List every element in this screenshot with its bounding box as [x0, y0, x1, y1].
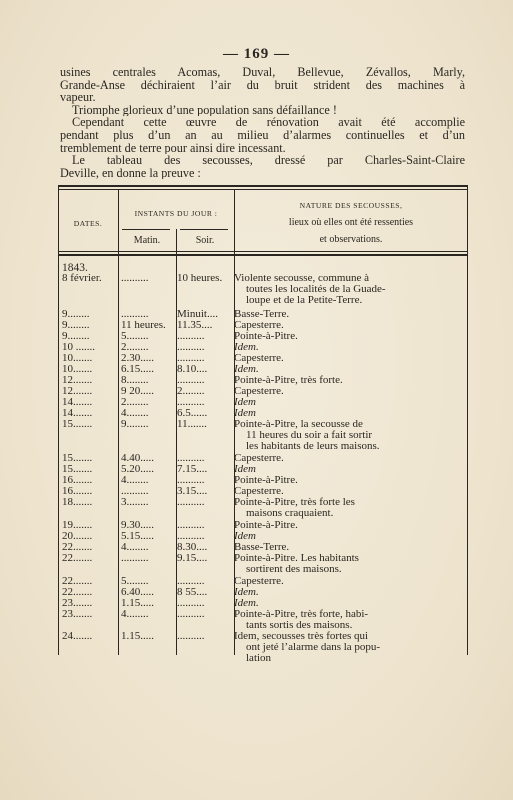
cell-nature: [234, 331, 464, 342]
cell-soir: 8.10....: [177, 364, 208, 375]
cell-soir: ..........: [177, 331, 205, 342]
cell-nature: [234, 531, 464, 542]
cell-nature: [234, 598, 464, 609]
cell-date: 15.......: [62, 464, 93, 475]
intro-line: tremblement de terre pour ainsi dire incessant.: [60, 141, 286, 155]
cell-nature: [234, 342, 464, 353]
cell-soir: ..........: [177, 342, 205, 353]
nature-line: Pointe-à-Pitre, la secousse de: [234, 419, 363, 430]
intro-line: Triomphe glorieux d’une population sans défaillance !: [72, 103, 337, 117]
cell-date: 10 .......: [62, 342, 95, 353]
column-rule-dates: [118, 190, 119, 655]
cell-date: 22.......: [62, 576, 93, 587]
cell-date: 18.......: [62, 497, 93, 508]
header-bottom-rule-thin: [58, 251, 468, 252]
cell-matin: 4.40.....: [121, 453, 154, 464]
header-soir: Soir.: [195, 235, 215, 246]
cell-soir: ..........: [177, 576, 205, 587]
cell-nature: [234, 273, 464, 306]
cell-matin: 9 20.....: [121, 386, 154, 397]
cell-date: 10.......: [62, 353, 93, 364]
cell-date: 16.......: [62, 486, 93, 497]
cell-date: 19.......: [62, 520, 93, 531]
cell-matin: 5.15.....: [121, 531, 154, 542]
cell-nature: [234, 309, 464, 320]
header-nature-title: NATURE DES SECOUSSES,: [299, 201, 403, 210]
cell-soir: 8.30....: [177, 542, 208, 553]
cell-soir: ..........: [177, 397, 205, 408]
cell-nature: [234, 408, 464, 419]
cell-matin: 4........: [121, 475, 149, 486]
intro-line: Le tableau des secousses, dressé par Charles-Saint-Claire: [72, 154, 465, 167]
table-left-border: [58, 185, 59, 655]
cell-date: 22.......: [62, 542, 93, 553]
cell-nature: [234, 587, 464, 598]
nature-line: Capesterre.: [234, 320, 284, 331]
cell-date: 15.......: [62, 419, 93, 430]
nature-line: Idem: [234, 464, 256, 475]
cell-date: 22.......: [62, 587, 93, 598]
cell-matin: 8........: [121, 375, 149, 386]
cell-matin: 2.30.....: [121, 353, 154, 364]
table-top-rule: [58, 185, 468, 187]
nature-line: sortirent des maisons.: [246, 564, 342, 575]
cell-soir: 3.15....: [177, 486, 208, 497]
cell-soir: Minuit....: [177, 309, 218, 320]
nature-line: les habitants de leurs maisons.: [246, 441, 380, 452]
cell-soir: 11.35....: [177, 320, 213, 331]
cell-nature: [234, 375, 464, 386]
nature-line: Idem: [234, 531, 256, 542]
cell-matin: 5........: [121, 331, 149, 342]
nature-line: Pointe-à-Pitre.: [234, 475, 298, 486]
cell-matin: 3........: [121, 497, 149, 508]
cell-date: 14.......: [62, 408, 93, 419]
cell-nature: [234, 364, 464, 375]
earthquake-table: [58, 185, 468, 664]
cell-soir: 11.......: [177, 419, 207, 430]
cell-nature: [234, 320, 464, 331]
cell-date: 20.......: [62, 531, 93, 542]
intro-line: Cependant cette œuvre de rénovation avait été accomplie: [72, 116, 465, 129]
cell-soir: 2........: [177, 386, 205, 397]
cell-matin: 9........: [121, 419, 149, 430]
cell-soir: ..........: [177, 631, 205, 642]
header-bottom-rule: [58, 254, 468, 256]
cell-soir: ..........: [177, 453, 205, 464]
header-nature-places: lieux où elles ont été ressenties: [288, 217, 414, 228]
nature-line: tants sortis des maisons.: [246, 620, 353, 631]
cell-nature: [234, 464, 464, 475]
nature-line: Idem: [234, 397, 256, 408]
header-matin-rule: [122, 229, 170, 230]
cell-soir: ..........: [177, 475, 205, 486]
cell-nature: [234, 386, 464, 397]
cell-nature: [234, 497, 464, 519]
nature-line: toutes les localités de la Guade-: [246, 284, 386, 295]
nature-line: Capesterre.: [234, 576, 284, 587]
cell-matin: 4........: [121, 408, 149, 419]
header-nature-observations: et observations.: [319, 234, 383, 245]
cell-matin: ..........: [121, 553, 149, 564]
nature-line: 11 heures du soir a fait sortir: [246, 430, 373, 441]
nature-line: Capesterre.: [234, 486, 284, 497]
nature-line: Violente secousse, commune à: [234, 273, 369, 284]
cell-soir: ..........: [177, 497, 205, 508]
cell-matin: 6.15.....: [121, 364, 154, 375]
intro-line: pendant plus d’un an au milieu d’alarmes continuelles et d’un: [60, 128, 465, 142]
nature-line: Pointe-à-Pitre.: [234, 331, 298, 342]
cell-date: 12.......: [62, 386, 93, 397]
nature-line: Pointe-à-Pitre, très forte, habi-: [234, 609, 369, 620]
nature-line: Capesterre.: [234, 453, 284, 464]
header-matin: Matin.: [133, 235, 161, 246]
cell-date: 14.......: [62, 397, 93, 408]
cell-date: 8 février.: [62, 273, 102, 284]
cell-matin: 11 heures.: [121, 320, 166, 331]
cell-soir: 8 55....: [177, 587, 208, 598]
nature-line: Idem, secousses très fortes qui: [234, 631, 369, 642]
header-dates: DATES.: [73, 219, 103, 228]
nature-line: Idem.: [234, 598, 259, 609]
cell-nature: [234, 609, 464, 631]
nature-line: Pointe-à-Pitre. Les habitants: [234, 553, 359, 564]
cell-matin: 1.15.....: [121, 598, 154, 609]
intro-line: Deville, en donne la preuve :: [60, 166, 201, 180]
cell-date: 9........: [62, 309, 90, 320]
cell-matin: 1.15.....: [121, 631, 154, 642]
nature-line: ont jeté l’alarme dans la popu-: [246, 642, 381, 653]
cell-nature: [234, 397, 464, 408]
nature-line: lation: [246, 653, 272, 664]
cell-soir: ..........: [177, 520, 205, 531]
cell-soir: ..........: [177, 531, 205, 542]
cell-nature: [234, 576, 464, 587]
cell-date: 9........: [62, 320, 90, 331]
cell-date: 16.......: [62, 475, 93, 486]
cell-date: 24.......: [62, 631, 93, 642]
cell-nature: [234, 542, 464, 553]
cell-nature: [234, 419, 464, 452]
cell-soir: 10 heures.: [177, 273, 223, 284]
nature-line: Idem.: [234, 587, 259, 598]
cell-date: 22.......: [62, 553, 93, 564]
nature-line: Capesterre.: [234, 386, 284, 397]
cell-soir: 7.15....: [177, 464, 208, 475]
page-number: — 169 —: [223, 46, 290, 62]
cell-nature: [234, 475, 464, 486]
cell-date: 23.......: [62, 609, 93, 620]
cell-matin: 5.20.....: [121, 464, 154, 475]
cell-matin: 2........: [121, 342, 149, 353]
cell-soir: ..........: [177, 353, 205, 364]
cell-matin: 4........: [121, 609, 149, 620]
cell-nature: [234, 453, 464, 464]
table-top-rule-thin: [58, 189, 468, 190]
cell-matin: 4........: [121, 542, 149, 553]
cell-date: 12.......: [62, 375, 93, 386]
cell-matin: 2........: [121, 397, 149, 408]
nature-line: Idem.: [234, 342, 259, 353]
nature-line: Pointe-à-Pitre, très forte les: [234, 497, 355, 508]
cell-nature: [234, 631, 464, 664]
cell-matin: ..........: [121, 486, 149, 497]
intro-paragraphs: [60, 66, 465, 179]
cell-matin: 5........: [121, 576, 149, 587]
nature-line: Idem: [234, 408, 256, 419]
cell-nature: [234, 353, 464, 364]
cell-soir: ..........: [177, 609, 205, 620]
nature-line: Pointe-à-Pitre.: [234, 520, 298, 531]
nature-line: maisons craquaient.: [246, 508, 334, 519]
cell-matin: 9.30.....: [121, 520, 154, 531]
cell-matin: 6.40.....: [121, 587, 154, 598]
cell-date: 23.......: [62, 598, 93, 609]
nature-line: Pointe-à-Pitre, très forte.: [234, 375, 343, 386]
nature-line: Basse-Terre.: [234, 309, 290, 320]
cell-date: 10.......: [62, 364, 93, 375]
intro-line: usines centrales Acomas, Duval, Bellevue, Zévallos, Marly,: [60, 66, 465, 79]
cell-nature: [234, 553, 464, 575]
cell-soir: ..........: [177, 375, 205, 386]
cell-matin: ..........: [121, 273, 149, 284]
header-instants: INSTANTS DU JOUR :: [134, 209, 218, 218]
cell-soir: 9.15....: [177, 553, 208, 564]
header-soir-rule: [180, 229, 228, 230]
cell-matin: ..........: [121, 309, 149, 320]
cell-nature: [234, 520, 464, 531]
table-right-border: [467, 185, 468, 655]
nature-line: loupe et de la Petite-Terre.: [246, 295, 363, 306]
nature-line: Idem.: [234, 364, 259, 375]
intro-line: vapeur.: [60, 91, 96, 104]
year-label: 1843.: [62, 262, 88, 274]
cell-date: 9........: [62, 331, 90, 342]
cell-soir: 6.5......: [177, 408, 208, 419]
intro-line: Grande-Anse déchiraient l’air du bruit strident des machines à: [60, 78, 465, 92]
nature-line: Basse-Terre.: [234, 542, 290, 553]
cell-date: 15.......: [62, 453, 93, 464]
cell-soir: ..........: [177, 598, 205, 609]
cell-nature: [234, 486, 464, 497]
nature-line: Capesterre.: [234, 353, 284, 364]
